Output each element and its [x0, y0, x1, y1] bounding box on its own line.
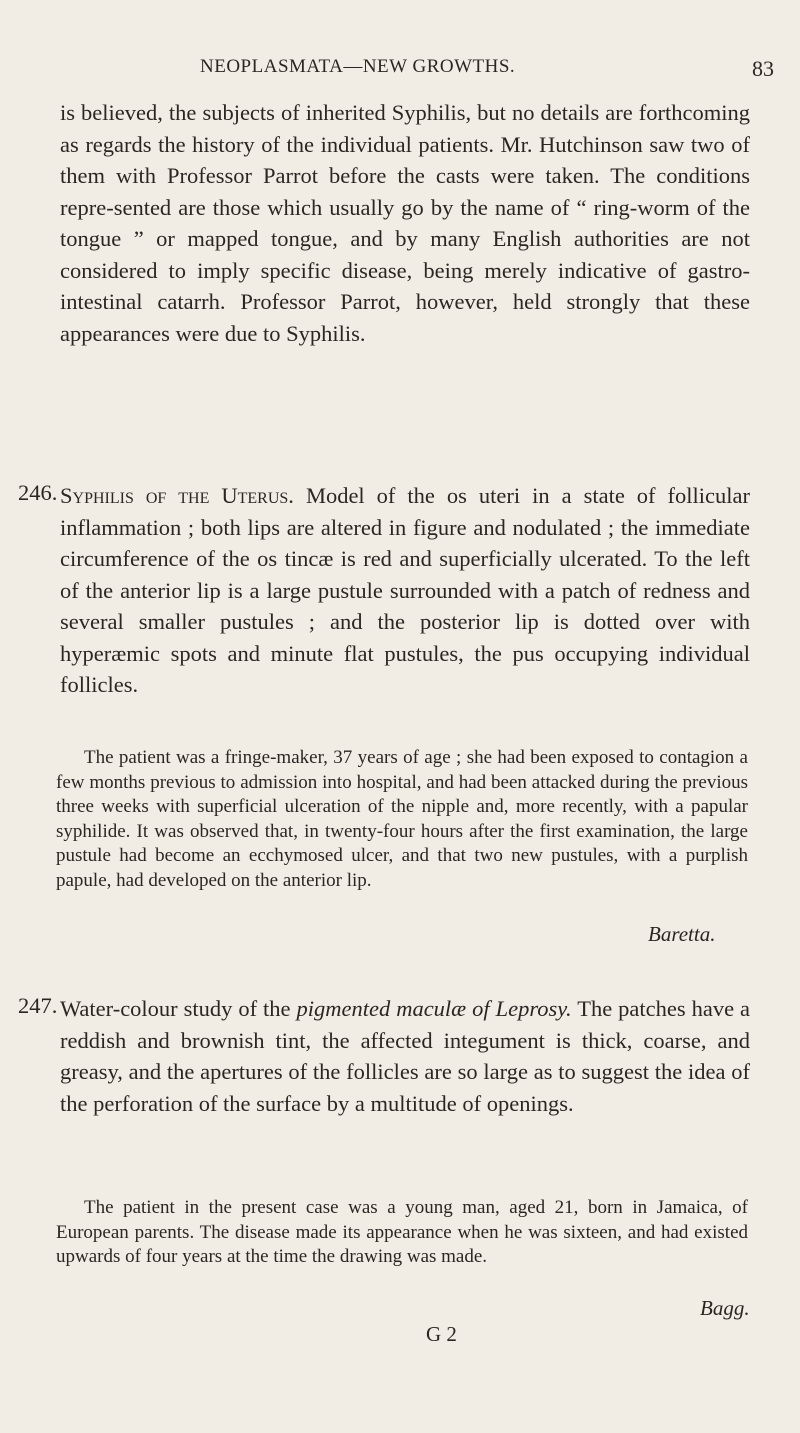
entry-247-text: The patches have a reddish and brownish tint, the affected integument is thick, coarse, and greasy, and the apertures of the follicles are so large as to suggest the idea of the perforation of the surface by a multitude of openings. [60, 996, 750, 1116]
intro-paragraph: is believed, the subjects of inherited Syphilis, but no details are forthcoming as regards the history of the individual patients. Mr. Hutchinson saw two of them with Professor Parrot before the casts were taken. The conditions repre-sented are those which usually go by the name of “ ring-worm of the tongue ” or mapped tongue, and by many English authorities are not considered to imply specific disease, being merely indicative of gastro-intestinal catarrh. Professor Parrot, however, held strongly that these appearances were due to Syphilis. [60, 100, 750, 346]
signature-mark: G 2 [426, 1322, 457, 1346]
page-number: 83 [752, 56, 774, 81]
entry-247-description [60, 993, 750, 1119]
entry-246-case-note: The patient was a fringe-maker, 37 years of age ; she had been exposed to contagion a few months previous to admission into hospital, and had been attacked during the previous three weeks with superficial ulceration of the nipple and, more recently, with a papular syphilide. It was observed that, in twenty-four hours after the first examination, the large pustule had become an ecchymosed ulcer, and that two new pustules, with a purplish papule, had developed on the anterior lip. [56, 747, 748, 891]
entry-247-number: 247. [18, 993, 58, 1018]
entry-247-title: pigmented maculæ of Leprosy. [296, 996, 572, 1021]
entry-247-author: Bagg. [700, 1296, 750, 1320]
entry-247-case-note: The patient in the present case was a young man, aged 21, born in Jamaica, of European parents. The disease made its appearance when he was sixteen, and had existed upwards of four years at the time the drawing was made. [56, 1197, 748, 1267]
entry-246-heading: Syphilis of the Uterus. [60, 483, 294, 508]
entry-246-description [60, 480, 750, 701]
entry-246-number: 246. [18, 480, 58, 505]
entry-246-author: Baretta. [648, 922, 716, 946]
entry-246-text: Model of the os uteri in a state of follicular inflammation ; both lips are altered in figure and nodulated ; the immediate circumference of the os tincæ is red and superficially ulcerated. To the left of the anterior lip is a large pustule surrounded with a patch of redness and several smaller pustules ; and the posterior lip is dotted over with hyperæmic spots and minute flat pustules, the pus occupying individual follicles. [60, 483, 751, 697]
entry-247-lead: Water-colour study of the [60, 996, 291, 1021]
running-title: NEOPLASMATA—NEW GROWTHS. [200, 56, 516, 77]
